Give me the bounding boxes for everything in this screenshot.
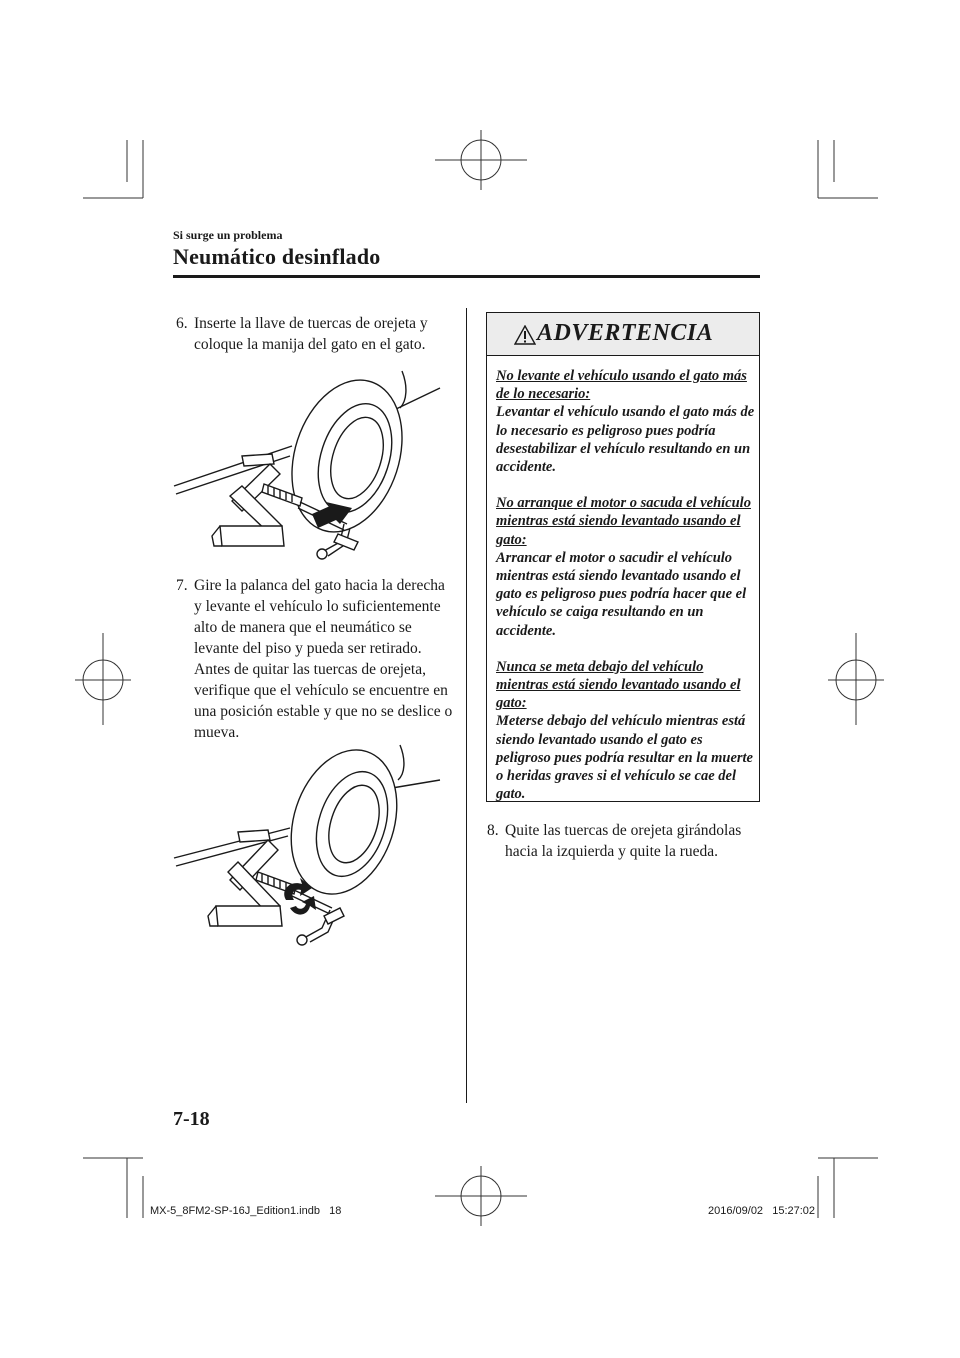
page-title: Neumático desinflado [173,244,381,269]
warning-box [486,312,760,802]
warning-item [496,658,758,804]
warning-title: ADVERTENCIA [537,320,714,346]
step-number: 8. [487,822,499,839]
step-number: 6. [176,315,188,332]
header-rule [173,275,760,278]
step-text: Inserte la llave de tuercas de orejeta y coloque la manija del gato en el gato. [194,315,428,353]
step-text: Quite las tuercas de orejeta girándolas hacia la izquierda y quite la rueda. [505,822,742,860]
section-label: Si surge un problema [173,228,283,242]
warning-item-body: Arrancar el motor o sacudir el vehículo mientras está siendo levantado usando el gato es peligroso pues podría hacer que el vehículo se caiga resultando en un accidente. [496,549,747,639]
warning-item [496,367,758,476]
step-text: Gire la palanca del gato hacia la derecha y levante el vehículo lo suficientemente alto de manera que el neumático se levante del piso y pueda ser retirado. Antes de quitar las tuercas de orejeta, verifique que el vehículo se encuentre en una posición estable y que no se deslice o mueva. [194,577,453,741]
warning-item-body: Meterse debajo del vehículo mientras está siendo levantado usando el gato es peligroso pues podría resultar en la muerte o heridas graves si el vehículo se cae del gato. [496,713,753,803]
warning-body [496,367,758,803]
column-divider [466,308,467,1103]
jack-raise-illustration [172,740,444,950]
warning-item-heading: No arranque el motor o sacuda el vehículo mientras está siendo levantado usando el gato: [496,495,751,548]
warning-triangle-icon [514,325,536,345]
page-number: 7-18 [173,1108,210,1130]
footer-timestamp: 2016/09/02 15:27:02 [708,1205,816,1217]
warning-item-heading: Nunca se meta debajo del vehículo mientras está siendo levantado usando el gato: [496,658,741,712]
footer-file-info: MX-5_8FM2-SP-16J_Edition1.indb 18 [150,1205,342,1217]
step-7 [176,575,462,741]
warning-header [487,313,759,356]
step-6 [176,313,462,363]
warning-item [496,494,758,640]
warning-item-body: Levantar el vehículo usando el gato más de lo necesario es peligroso pues podría desestabilizar el vehículo resultando en un accidente. [496,404,755,476]
warning-item-heading: No levante el vehículo usando el gato más de lo necesario: [496,368,747,403]
step-8 [487,820,757,870]
jack-handle-insert-illustration [172,366,444,566]
step-number: 7. [176,577,188,594]
